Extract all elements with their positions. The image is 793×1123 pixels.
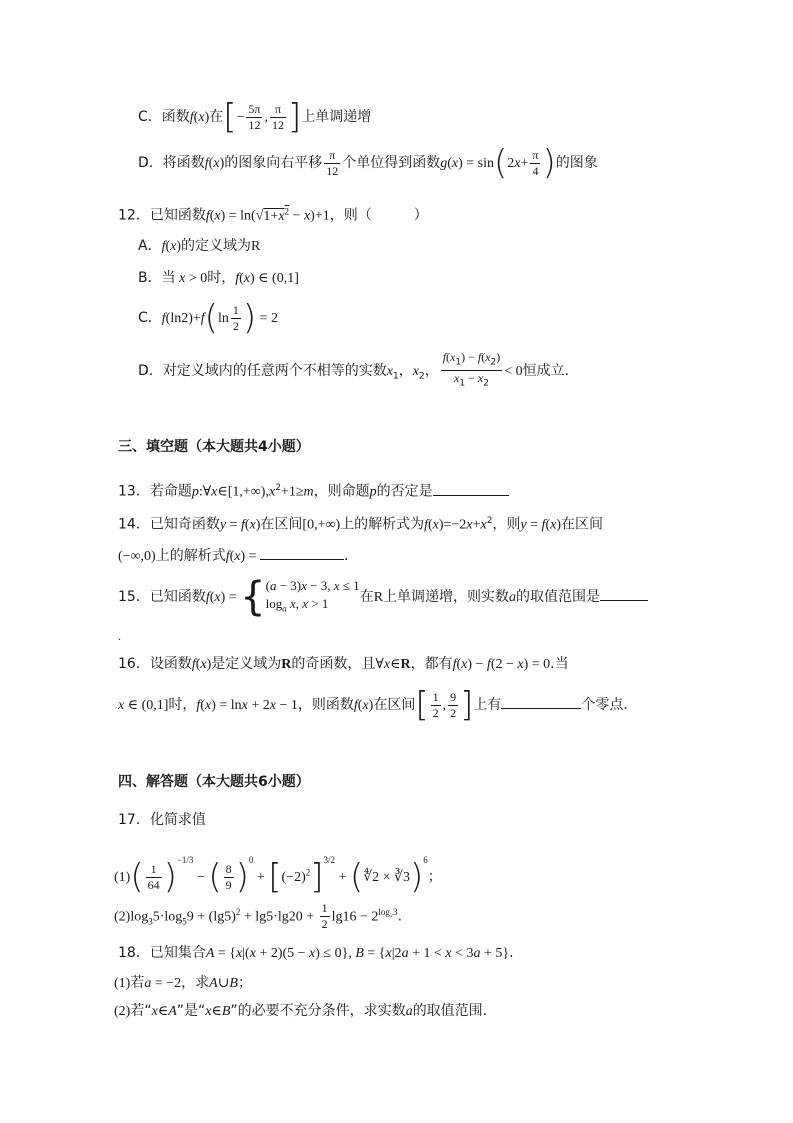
q11-option-c: C．函数f(x)在[− $\frac{5\pi}{12}$ , $\frac{\pi}{12}$ ]上单调递增: [138, 97, 372, 137]
q12-option-a: A．f(x)的定义域为R: [138, 238, 261, 254]
q16-line2: x ∈ (0,1]时，f(x) = lnx + 2x − 1，则函数f(x)在区间[ $\frac{1}{2}$ , $\frac{9}{2}$ ]上有 个零点.: [118, 685, 628, 725]
q16-line1: 16．设函数f(x)是定义域为R的奇函数，且∀x∈R，都有f(x) − f(2 − x) = 0.当: [118, 656, 569, 672]
q17-part1: (1)( $\frac{1}{64}$ )$^{-1/3}$ − ( $\frac{8}{9}$ )$^0 + [(-2)^2]^{3/2}$ + (∜2 × ∛3)$^6$；: [114, 855, 442, 897]
q18-part1: (1)若a = −2，求A∪B；: [114, 975, 252, 991]
q14-answer-blank[interactable]: [260, 545, 344, 560]
q12-option-d: D．对定义域内的任意两个不相等的实数$x_1$，$x_2$， $\frac{f(x_1) - f(x_2)}{x_1 - x_2}$ < 0恒成立.: [138, 350, 570, 389]
q15: 15．已知函数f(x) = { (a − 3)x − 3, x ≤ 1 $\log_a x$, x > 1 在R上单调递增，则实数a的取值范围是: [118, 576, 648, 618]
q13: 13．若命题$p:\forall x\in[1,+\infty),x^2+1\ge m$，则命题p的否定是: [118, 478, 509, 503]
q12-option-c: C．f(ln2)+f(ln $\frac{1}{2}$ ) = 2: [138, 298, 278, 338]
q16-answer-blank[interactable]: [501, 694, 581, 709]
q13-answer-blank[interactable]: [433, 481, 509, 496]
q17-part2: $(2)\log_35\cdot\log_59 + (\lg 5)^2 + \lg 5\cdot\lg 20$ + $\frac{1}{2}$ $\lg 16 - 2^{log_23}$.: [114, 901, 403, 932]
q15-answer-blank[interactable]: [600, 586, 648, 601]
q12-option-b: B．当 x > 0时，f(x) ∈ (0,1]: [138, 270, 299, 286]
section-fill-in-title: 三、填空题（本大题共4小题）: [118, 439, 310, 455]
q11-option-d: D．将函数f(x)的图象向右平移 $\frac{\pi}{12}$ 个单位得到函数g(x) = sin(2x+ $\frac{\pi}{4}$ )的图象: [138, 143, 598, 183]
q15-trailing-period: .: [118, 632, 122, 643]
section-answer-title: 四、解答题（本大题共6小题）: [118, 774, 310, 790]
q14-line2: (−∞,0)上的解析式f(x) = ．: [118, 545, 358, 567]
q18-stem: 18．已知集合A = {x|(x + 2)(5 − x) ≤ 0}, B = {x|2a + 1 < x < 3a + 5}.: [118, 945, 514, 961]
q18-part2: (2)若“x∈A”是“x∈B”的必要不充分条件，求实数a的取值范围.: [114, 1003, 488, 1019]
q17-stem: 17．化简求值: [118, 812, 206, 828]
q12-stem: 12．已知函数$f(x) = \ln(√1+x^2 - x)+1$，则（ ）: [118, 206, 428, 224]
q14-line1: 14．已知奇函数y = f(x)在区间[0,+∞)上的解析式为$f(x)=-2x+x^2$，则y = f(x)在区间: [118, 516, 603, 533]
